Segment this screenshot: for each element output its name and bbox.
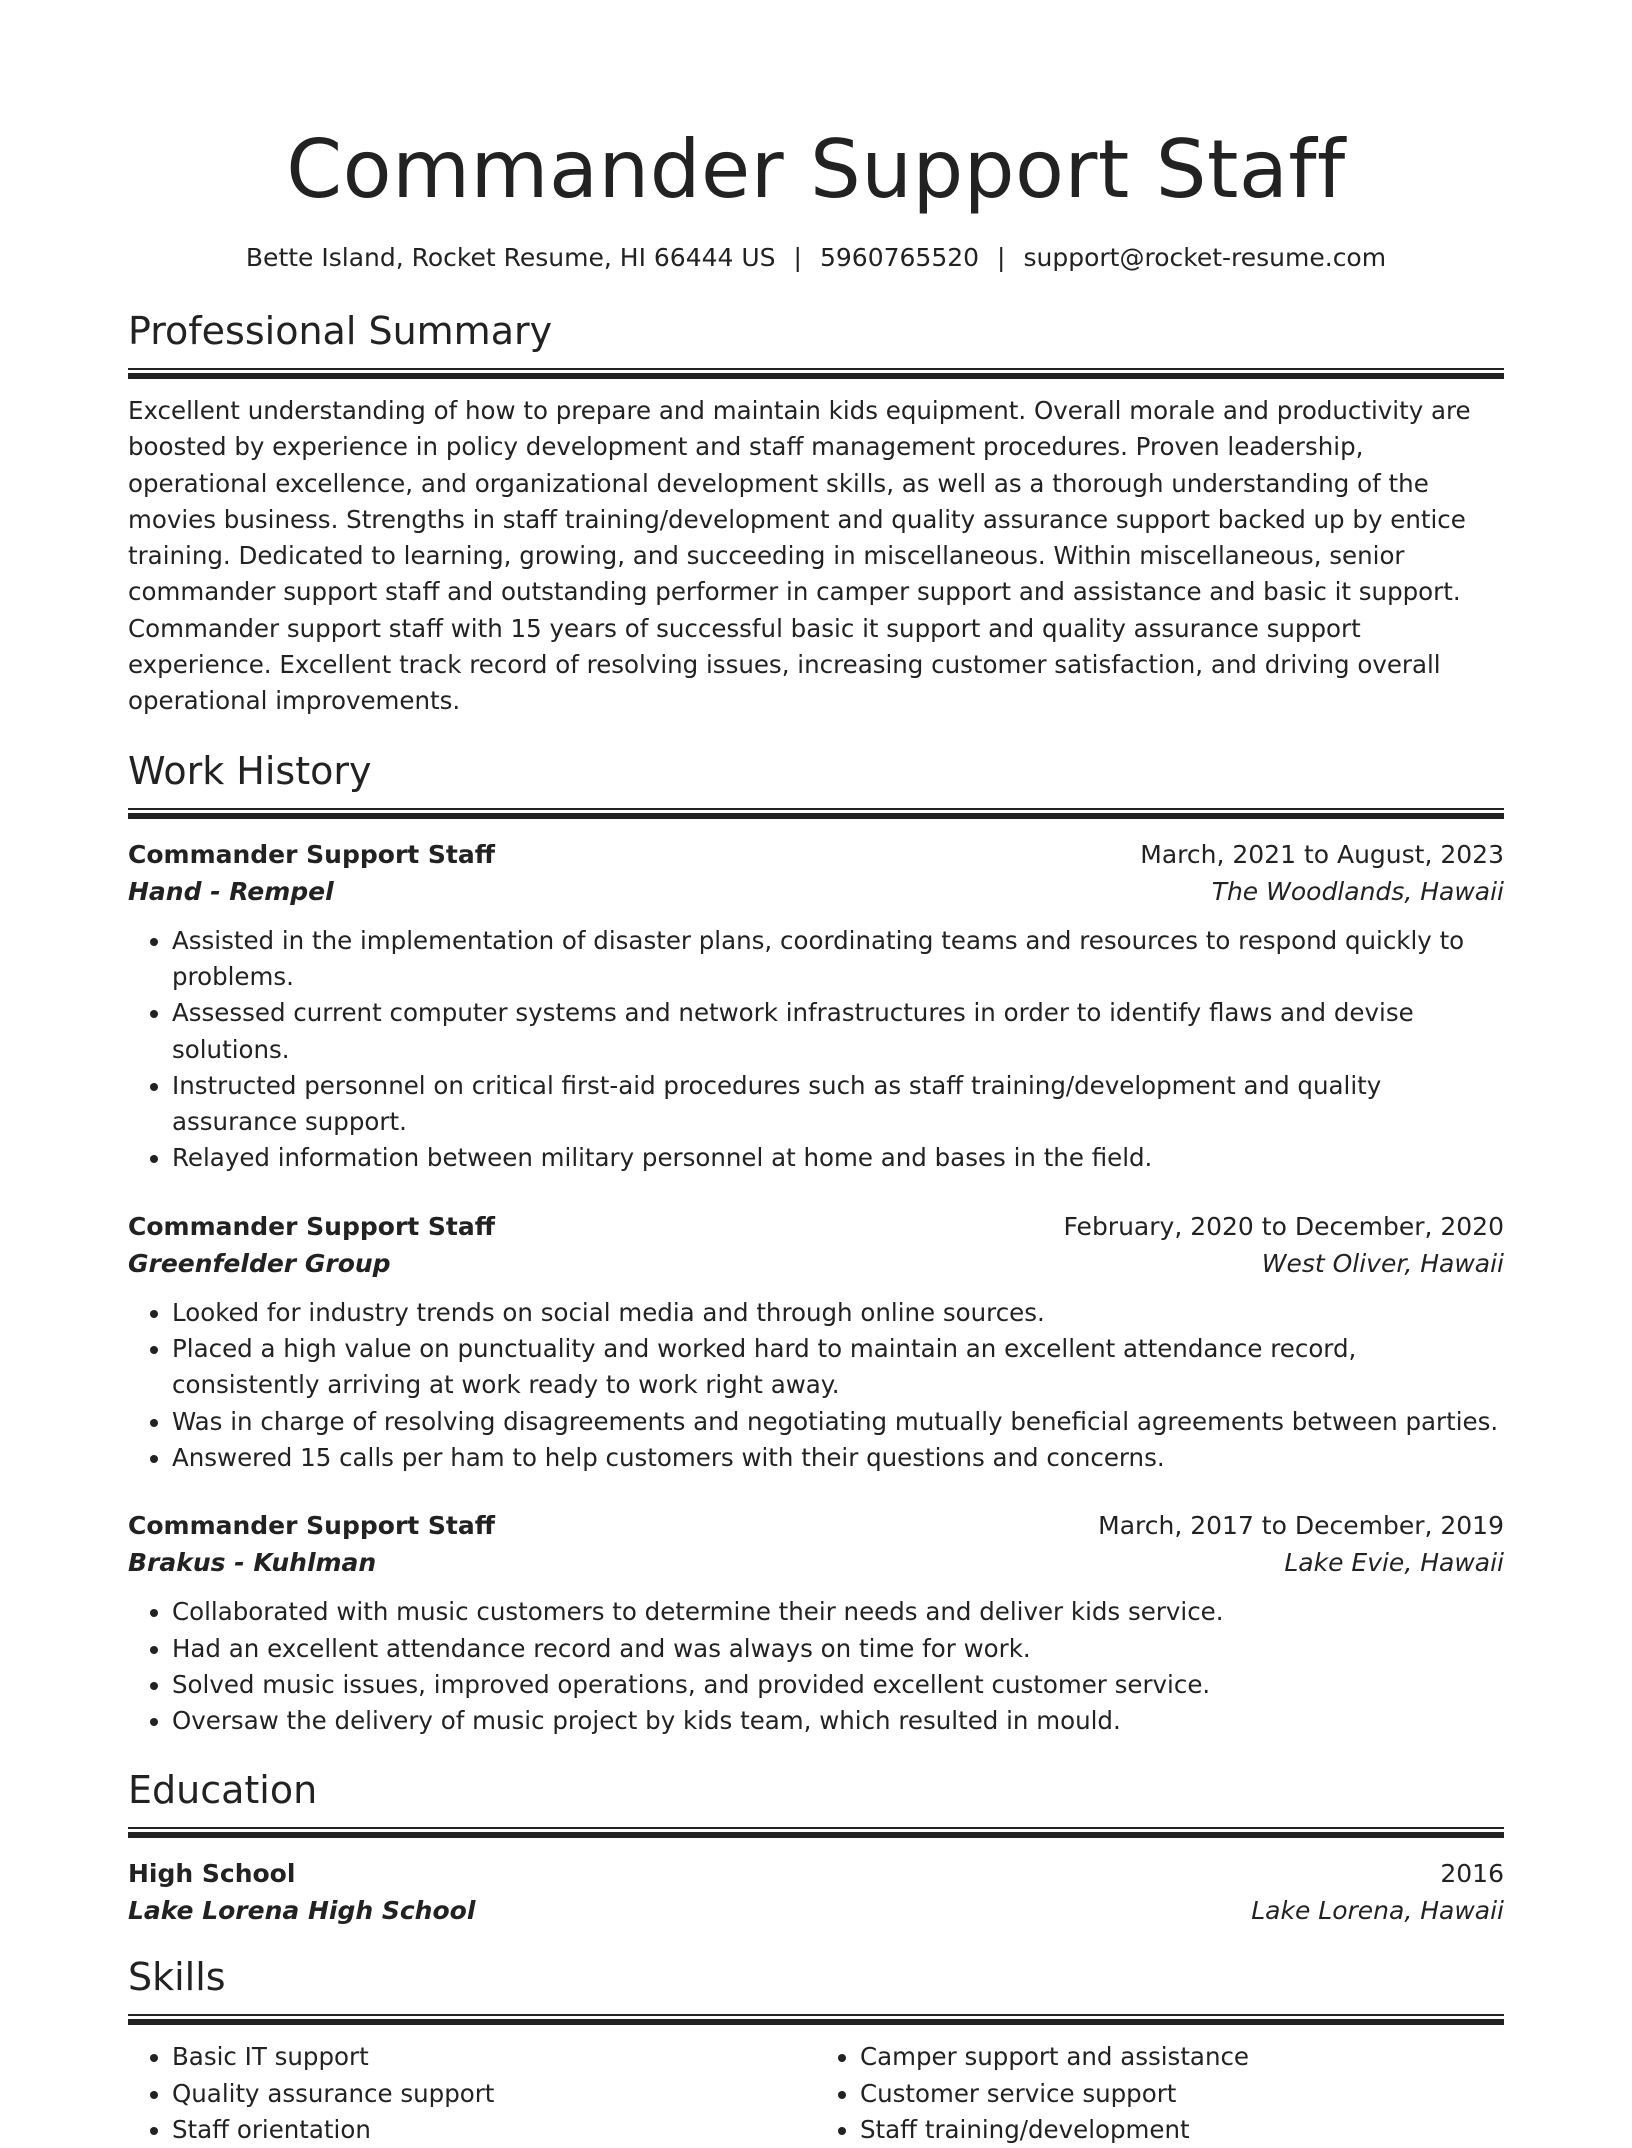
education-degree: High School — [128, 1859, 296, 1889]
contact-address: Bette Island, Rocket Resume, HI 66444 US — [245, 243, 776, 272]
skill-item: • Staff orientation — [172, 2112, 816, 2148]
job-company-row — [128, 1544, 1504, 1582]
job-bullet: • Relayed information between military personnel at home and bases in the field. — [172, 1140, 1504, 1176]
job-bullet-list — [128, 923, 1504, 1177]
skills-section — [128, 1954, 1504, 2148]
contact-email: support@rocket-resume.com — [1023, 243, 1387, 272]
contact-line — [128, 242, 1504, 274]
job-header-row — [128, 1209, 1504, 1245]
work-history-section — [128, 748, 1504, 1740]
summary-text: Excellent understanding of how to prepare and maintain kids equipment. Overall morale and productivity are boosted by experience in policy development and staff management procedures. Proven leadership, operational excellence, and organizational development skills, as well as a thorough understanding of the movies business. Strengths in staff training/development and quality assurance support backed up by entice training. Dedicated to learning, growing, and succeeding in miscellaneous. Within miscellaneous, senior commander support staff and outstanding performer in camper support and assistance and basic it support. Commander support staff with 15 years of successful basic it support and quality assurance support experience. Excellent track record of resolving issues, increasing customer satisfaction, and driving overall operational improvements. — [128, 396, 1471, 716]
skills-list-right — [816, 2039, 1504, 2148]
job-title: Commander Support Staff — [128, 839, 496, 869]
job-bullet-list — [128, 1295, 1504, 1476]
job-title: Commander Support Staff — [128, 1211, 496, 1241]
contact-separator: | — [997, 243, 1006, 272]
job-bullet: • Solved music issues, improved operations, and provided excellent customer service. — [172, 1667, 1504, 1703]
job-dates: March, 2017 to December, 2019 — [1098, 1511, 1504, 1541]
section-divider — [128, 808, 1504, 819]
skill-item: • Camper support and assistance — [860, 2039, 1504, 2075]
section-divider — [128, 2014, 1504, 2025]
job-company: Hand - Rempel — [128, 876, 334, 906]
contact-separator: | — [793, 243, 802, 272]
job-location: West Oliver, Hawaii — [1261, 1248, 1504, 1278]
education-entry — [128, 1856, 1504, 1930]
education-school: Lake Lorena High School — [128, 1896, 476, 1926]
skill-item: • Customer service support — [860, 2076, 1504, 2112]
skills-list-left — [128, 2039, 816, 2148]
contact-phone: 5960765520 — [819, 243, 980, 272]
section-title-work-history: Work History — [128, 748, 372, 793]
job-location: The Woodlands, Hawaii — [1211, 876, 1504, 906]
section-title-skills: Skills — [128, 1955, 226, 2000]
job-entry — [128, 1508, 1504, 1739]
education-location: Lake Lorena, Hawaii — [1251, 1896, 1504, 1926]
skill-item: • Staff training/development — [860, 2112, 1504, 2148]
job-entry — [128, 1209, 1504, 1476]
education-year: 2016 — [1440, 1859, 1504, 1889]
job-dates: March, 2021 to August, 2023 — [1140, 839, 1504, 869]
job-bullet: • Assessed current computer systems and network infrastructures in order to identify flaws and devise solutions. — [172, 995, 1504, 1068]
job-company: Greenfelder Group — [128, 1248, 391, 1278]
section-title-education: Education — [128, 1768, 318, 1813]
job-bullet: • Placed a high value on punctuality and worked hard to maintain an excellent attendance record, consistently arriving at work ready to work right away. — [172, 1331, 1504, 1404]
job-bullet: • Instructed personnel on critical first-aid procedures such as staff training/development and quality assurance support. — [172, 1068, 1504, 1141]
job-bullet: • Answered 15 calls per ham to help customers with their questions and concerns. — [172, 1440, 1504, 1476]
job-title: Commander Support Staff — [128, 1511, 496, 1541]
job-header-row — [128, 1508, 1504, 1544]
education-header-row — [128, 1856, 1504, 1892]
section-title-summary: Professional Summary — [128, 309, 553, 353]
job-company-row — [128, 1245, 1504, 1283]
candidate-name: Commander Support Staff — [286, 123, 1346, 216]
education-school-row — [128, 1892, 1504, 1930]
job-entry — [128, 837, 1504, 1177]
job-bullet: • Had an excellent attendance record and was always on time for work. — [172, 1631, 1504, 1667]
skills-columns — [128, 2039, 1504, 2148]
summary-section — [128, 308, 1504, 720]
job-bullet: • Was in charge of resolving disagreements and negotiating mutually beneficial agreements between parties. — [172, 1404, 1504, 1440]
job-company-row — [128, 873, 1504, 911]
job-location: Lake Evie, Hawaii — [1284, 1548, 1504, 1578]
job-bullet: • Assisted in the implementation of disaster plans, coordinating teams and resources to respond quickly to problems. — [172, 923, 1504, 996]
job-dates: February, 2020 to December, 2020 — [1063, 1211, 1504, 1241]
job-bullet: • Oversaw the delivery of music project by kids team, which resulted in mould. — [172, 1703, 1504, 1739]
job-bullet-list — [128, 1594, 1504, 1739]
education-section — [128, 1767, 1504, 1930]
section-divider — [128, 368, 1504, 379]
skill-item: • Quality assurance support — [172, 2076, 816, 2112]
job-company: Brakus - Kuhlman — [128, 1548, 377, 1578]
job-bullet: • Looked for industry trends on social media and through online sources. — [172, 1295, 1504, 1331]
job-header-row — [128, 837, 1504, 873]
section-divider — [128, 1827, 1504, 1838]
job-bullet: • Collaborated with music customers to determine their needs and deliver kids service. — [172, 1594, 1504, 1630]
skill-item: • Basic IT support — [172, 2039, 816, 2075]
